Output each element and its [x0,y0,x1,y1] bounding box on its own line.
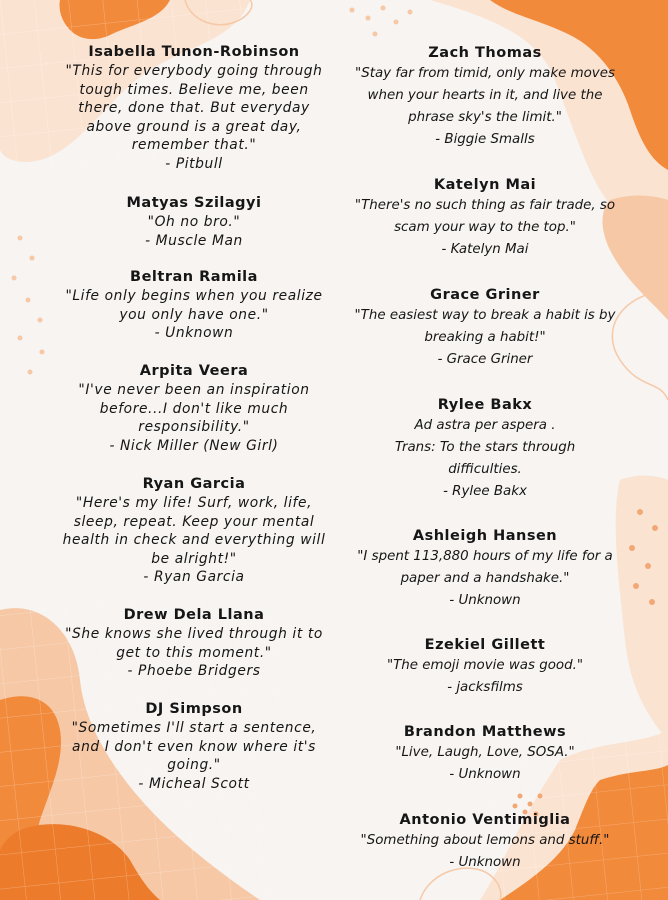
student-name: Drew Dela Llana [123,607,265,623]
quote-author: - jacksfilms [447,680,523,695]
quote-author: - Unknown [449,767,521,782]
quote-author: - Ryan Garcia [143,569,245,586]
student-name: Ryan Garcia [142,476,246,492]
student-name: Isabella Tunon-Robinson [88,44,300,60]
quote-text: "The emoji movie was good." [386,658,584,673]
student-name: Arpita Veera [139,363,249,379]
quote-author: - Unknown [449,593,521,608]
quote-text: "Stay far from timid, only make moves when your hearts in it, and live the phrase sky's the limit." [355,66,615,125]
student-name: Ezekiel Gillett [424,637,546,653]
quote-text: "I spent 113,880 hours of my life for a paper and a handshake." [357,549,613,586]
student-name: Grace Griner [430,287,540,303]
quote-card [48,362,340,455]
quote-card [340,722,630,786]
quote-author: - Micheal Scott [138,775,250,792]
quote-author: - Biggie Smalls [435,132,535,147]
quote-text: "Oh no bro." [147,214,241,230]
quote-author: - Rylee Bakx [443,484,527,499]
quote-text: "Sometimes I'll start a sentence, and I don't even know where it's going." [71,720,317,774]
quote-author: - Muscle Man [145,232,243,249]
quote-text: "Life only begins when you realize you only have one." [65,288,323,323]
quote-text: "This for everybody going through tough times. Believe me, been there, done that. But everyday above ground is a great day, remember that." [65,63,323,154]
quote-card [48,475,340,587]
student-name: DJ Simpson [145,701,243,717]
quote-author: - Unknown [449,855,521,870]
student-name: Ashleigh Hansen [412,528,558,544]
quote-text: Ad astra per aspera . Trans: To the stars through difficulties. [394,418,576,477]
quote-card [48,700,340,793]
quote-card [340,175,630,261]
quote-text: "Something about lemons and stuff." [360,833,610,848]
quote-card [340,810,630,874]
quote-card [48,194,340,250]
quote-text: "There's no such thing as fair trade, so scam your way to the top." [354,198,616,235]
student-name: Antonio Ventimiglia [399,812,571,828]
quote-author: - Unknown [154,325,234,342]
student-name: Rylee Bakx [437,397,533,413]
quote-card [48,43,340,174]
quote-author: - Katelyn Mai [441,242,529,257]
quote-text: "The easiest way to break a habit is by breaking a habit!" [354,308,616,345]
student-name: Zach Thomas [428,45,542,61]
student-name: Matyas Szilagyi [126,195,262,211]
quote-text: "She knows she lived through it to get to this moment." [65,626,323,661]
quote-card [48,268,340,343]
quote-card [340,43,630,151]
student-name: Brandon Matthews [403,724,567,740]
student-name: Katelyn Mai [433,177,537,193]
quote-card [48,606,340,681]
quote-author: - Phoebe Bridgers [127,663,261,680]
quote-text: "Here's my life! Surf, work, life, sleep, repeat. Keep your mental health in check and everything will be alright!" [62,495,326,567]
quote-text: "Live, Laugh, Love, SOSA." [395,745,575,760]
quote-card [340,285,630,371]
student-name: Beltran Ramila [130,269,258,285]
quote-text: "I've never been an inspiration before...I don't like much responsibility." [78,382,310,436]
quote-author: - Nick Miller (New Girl) [109,437,279,454]
quote-card [340,526,630,612]
quote-author: - Pitbull [165,155,223,172]
quote-author: - Grace Griner [437,352,533,367]
quote-card [340,635,630,699]
quote-card [340,395,630,503]
